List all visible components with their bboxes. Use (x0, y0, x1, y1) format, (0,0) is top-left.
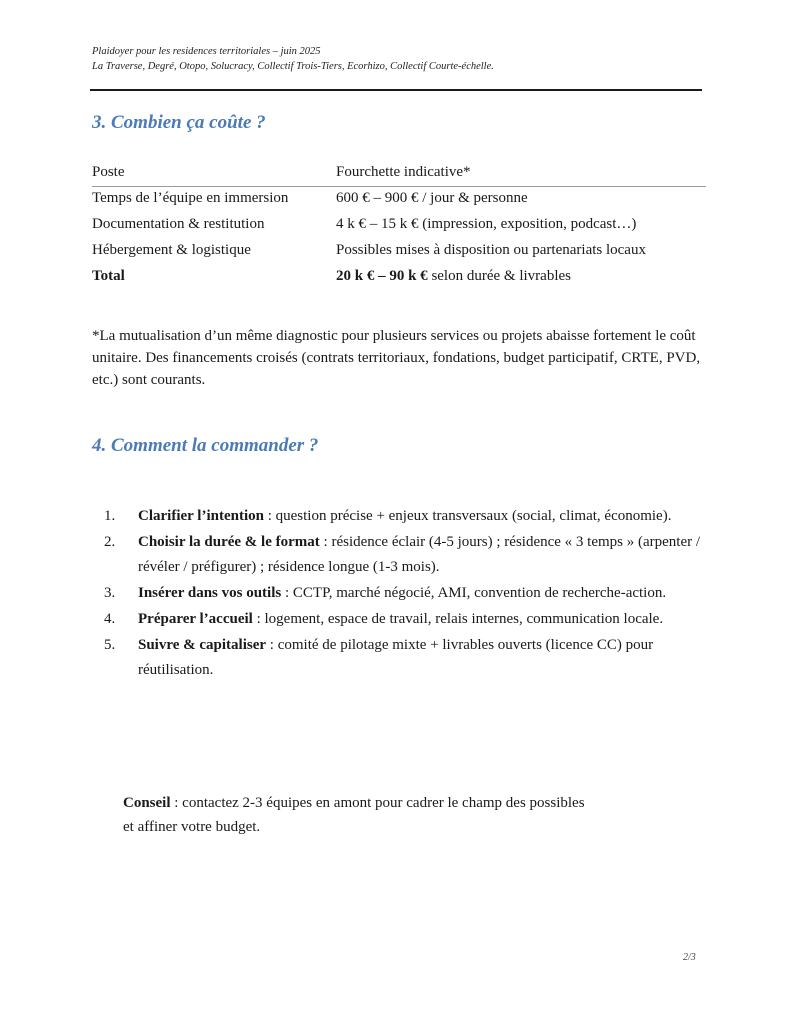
table-header-row (92, 164, 706, 187)
step-text: : comité de pilotage mixte + livrables ouverts (licence CC) pour réutilisation. (138, 637, 654, 678)
step-title: Suivre & capitaliser (138, 637, 267, 653)
running-header (92, 44, 494, 74)
table-row (92, 190, 706, 216)
table-cell: 600 € – 900 € / jour & personne (336, 190, 528, 206)
total-range-note: selon durée & livrables (427, 268, 571, 284)
advice-label: Conseil (123, 795, 171, 811)
header-title: Plaidoyer pour les residences territoriales – juin 2025 (92, 46, 321, 57)
list-item (104, 504, 704, 529)
list-item (104, 633, 704, 683)
list-number: 3. (104, 585, 116, 601)
step-title: Préparer l’accueil (138, 611, 253, 627)
column-header-fourchette: Fourchette indicative* (336, 164, 471, 180)
list-number: 2. (104, 534, 116, 550)
cost-footnote: *La mutualisation d’un même diagnostic pour plusieurs services ou projets abaisse fortement le coût unitaire. Des financements croisés (contrats territoriaux, fondations, budget participatif, CRTE, PVD, etc.) sont courants. (92, 328, 701, 388)
table-total-row (92, 268, 706, 294)
table-cell: Possibles mises à disposition ou partenariats locaux (336, 242, 646, 258)
cost-table (92, 164, 706, 294)
header-rule (90, 89, 702, 91)
table-cell: Temps de l’équipe en immersion (92, 190, 289, 206)
advice-text-line2: et affiner votre budget. (123, 819, 261, 835)
page-number: 2/3 (683, 952, 696, 963)
table-cell: Documentation & restitution (92, 216, 265, 232)
advice-text-line1: : contactez 2-3 équipes en amont pour cadrer le champ des possibles (170, 795, 585, 811)
step-text: : résidence éclair (4-5 jours) ; résidence « 3 temps » (arpenter / révéler / préfigurer) ; résidence longue (1-3 mois). (138, 534, 701, 575)
list-number: 1. (104, 508, 116, 524)
step-text: : question précise + enjeux transversaux (social, climat, économie). (263, 508, 672, 524)
section-3-heading: 3. Combien ça coûte ? (92, 112, 266, 133)
total-label: Total (92, 268, 125, 284)
total-value (336, 268, 571, 285)
list-item (104, 607, 704, 632)
step-title: Choisir la durée & le format (138, 534, 320, 550)
table-cell: 4 k € – 15 k € (impression, exposition, podcast…) (336, 216, 637, 232)
column-header-poste: Poste (92, 164, 125, 180)
total-range: 20 k € – 90 k € (336, 268, 428, 284)
step-title: Clarifier l’intention (138, 508, 264, 524)
step-text: : CCTP, marché négocié, AMI, convention de recherche-action. (281, 585, 667, 601)
step-text: : logement, espace de travail, relais internes, communication locale. (252, 611, 664, 627)
list-number: 4. (104, 611, 116, 627)
step-title: Insérer dans vos outils (138, 585, 282, 601)
list-item (104, 530, 704, 580)
list-item (104, 581, 704, 606)
advice-paragraph (123, 791, 683, 839)
table-cell: Hébergement & logistique (92, 242, 251, 258)
table-row (92, 242, 706, 268)
list-number: 5. (104, 637, 116, 653)
header-authors: La Traverse, Degré, Otopo, Solucracy, Collectif Trois-Tiers, Ecorhizo, Collectif Courte-échelle. (92, 61, 494, 72)
section-4-heading: 4. Comment la commander ? (92, 435, 319, 456)
steps-list (104, 504, 704, 684)
table-row (92, 216, 706, 242)
